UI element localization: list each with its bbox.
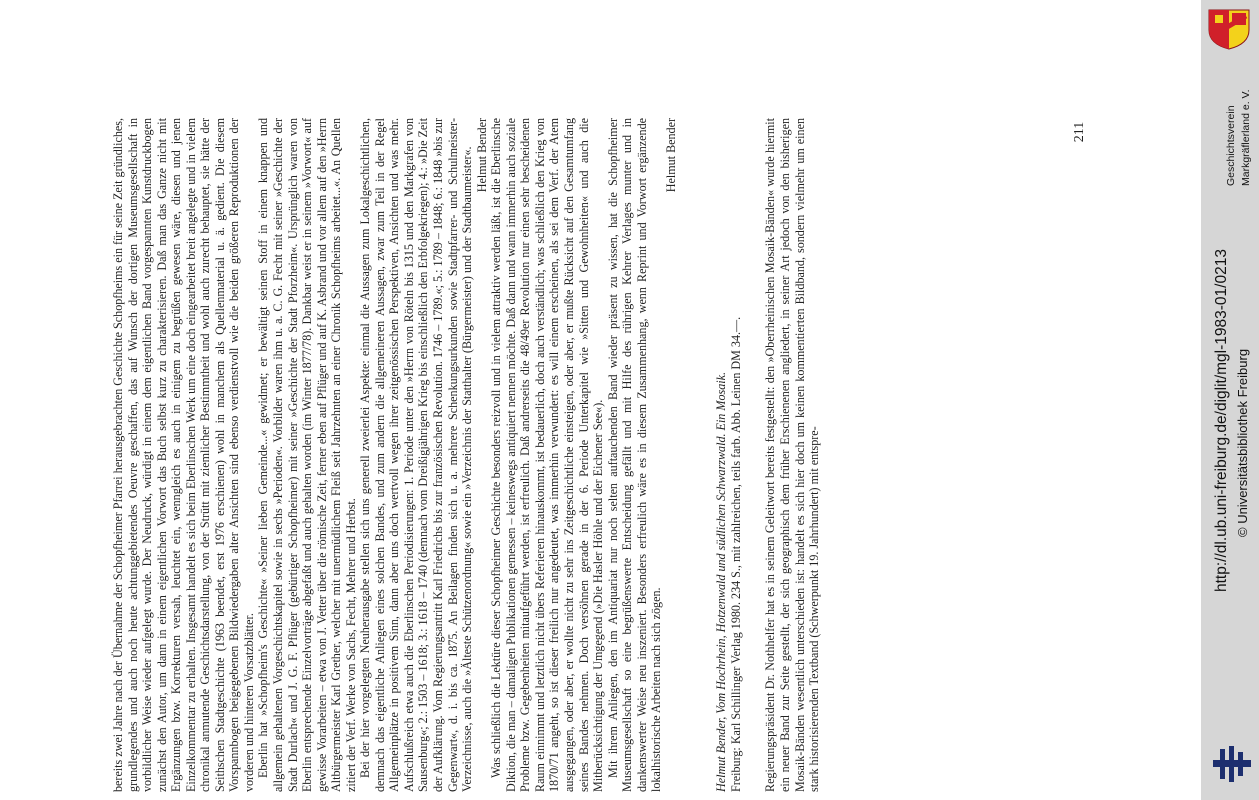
book-title: Helmut Bender, Vom Hochrhein, Hotzenwald und südlichen Schwarzwald. Ein Mosaik. xyxy=(714,372,729,792)
page-text-block xyxy=(105,110,865,800)
signature: Helmut Bender xyxy=(474,118,489,193)
paragraph: Eberlin hat »Schopfheim's Geschichte« »Seiner lieben Gemeinde...« gewidmet; er bewältigt seinen Stoff in einem knappen und allgemein gehaltenen Vorgeschichtskapitel sowie in sechs »Perioden«. Vorbilder waren ihm u. a. C. G. Fecht mit seiner »Geschichte der Stadt Durlach« und J. G. F. Pflüger (gebürtiger Schopfheimer) mit seiner »Geschichte der Stadt Pforzheim«. Ursprünglich waren von Eberlin entsprechende Einzelvorträge abgefaßt und auch gehalten worden (im Winter 1877/78). Dankbar weist er in seinem »Vorwort« auf gewisse Vorarbeiten – etwa von J. Vetter über die römische Zeit, ferner eben auf Pflüger und auf K. Asbrand und vor allem auf den »Herrn Altbürgermeister Karl Grether, welcher mit unermüdlichem Fleiß seit Jahrzehnten an einer Chronik Schopfheims arbeitet...«. An Quellen zitiert der Verf. Werke von Sachs, Fecht, Mehrer und Herbst. xyxy=(256,118,358,792)
society-name-line-2: Markgräflerland e. V. xyxy=(1240,89,1252,186)
document-page xyxy=(105,0,1195,800)
spacer xyxy=(743,118,763,792)
review-text: Regierungspräsident Dr. Nothhelfer hat es in seinem Geleitwort bereits festgestellt: den »Oberrheinischen Mosaik-Bänden« wurde hiermit ein neuer Band zur Seite gestellt, der sich geographisch dem früher Erschienenen angliedert, in seiner Art jedoch von den bisherigen Mosaik-Bänden wesentlich unterschieden ist: handelt es sich hier doch um keinen kommentierten Bildband, sondern vielmehr um einen stark historisierenden Textband (Schwerpunkt 19. Jahrhundert) mit entspre- xyxy=(763,118,822,792)
copyright-notice: © Universitätsbibliothek Freiburg xyxy=(1235,348,1250,537)
book-imprint: Freiburg: Karl Schillinger Verlag 1980. 234 S., mit zahlreichen, teils farb. Abb. Leinen DM 34.—. xyxy=(728,316,743,792)
document-url[interactable]: http://dl.ub.uni-freiburg.de/diglit/mgl-1983-01/0213 xyxy=(1213,249,1230,592)
spacer xyxy=(678,118,714,792)
signature: Helmut Bender xyxy=(663,118,678,193)
society-name-line-1: Geschichtsverein xyxy=(1225,105,1237,186)
paragraph: Mit ihrem Anliegen, den im Antiquariat nur noch selten auftauchenden Band wieder präsent zu wissen, hat die Schopfheimer Museumsgesellschaft so eine begrüßenswerte Entscheidung gefällt und mit Hilfe des rührigen Kehrer Verlages munter und in dankenswerter Weise neu inszeniert. Besonders erfreulich wäre es in diesem Zusammenhang, wenn Reprint und Vorwort ergänzende lokalhistorische Arbeiten nach sich zögen. xyxy=(605,118,664,792)
page-number: 211 xyxy=(1072,121,1087,143)
paragraph: bereits zwei Jahre nach der Übernahme der Schopfheimer Pfarrei herausgebrachten Geschichte Schopfheims ein für seine Zeit gründliches, grundlegendes und auch noch heute achtunggebietendes Oeuvre geschaffen, das auf Wunsch der dortigen Museumsgesellschaft in vorbildlicher Weise wieder aufgelegt wurde. Der Neudruck, würdigt in einem dem eigentlichen Band vorgespannten Kunstdruckbogen zunächst den Autor, um dann in einem eigentlichen Vorwort das Buch selbst kurz zu charakterisieren. Daß man das Ganze nicht mit Ergänzungen bzw. Korrekturen versah, leuchtet ein, wenngleich es auch in einigem zu begrüßen gewesen wäre, diesen und jenen Einzelkommentar zu erhalten. Insgesamt handelt es sich beim Eberlinschen Werk um eine doch eingearbeitet breit angelegte und in vielem chronikal anmutende Geschichtsdarstellung, von der Strütt mit ziemlicher Bestimmtheit und wohl auch zurecht behauptet, sie hätte der Seithschen Stadtgeschichte (1963 beendet, erst 1976 erschienen) wohl in manchem als Quellenmaterial u. ä. gedient. Die diesem Vorspannbogen beigegebenen Bildwiedergaben alter Ansichten sind ebenso verdienstvoll wie die beiden größeren Reproduktionen der vorderen und hinteren Vorsatzblätter. xyxy=(111,118,256,792)
paragraph: Bei der hier vorgelegten Neuherausgabe stellen sich uns generell zweierlei Aspekte: einmal die Aussagen zum Lokalgeschichtlichen, demnach das eigentliche Anliegen eines solchen Bandes, und zum andern die allgemeineren Aussagen, zwar zum Teil in der Regel Allgemeinplätze in positivem Sinn, dann aber uns doch wertvoll wegen ihrer zeitgenössischen Perspektiven, Ansichten und was mehr. Aufschlußreich etwa auch die Eberlinschen Periodisierungen: 1. Periode unter den »Herrn von Röteln bis 1315 und den Markgrafen von Sausenburg«; 2.: 1503 – 1618; 3.: 1618 – 1740 (demnach vom Dreißigjährigen Krieg bis einschließlich den Erbfolgekriegen); 4.: »Die Zeit der Aufklärung. Vom Regierungsantritt Karl Friedrichs bis zur französischen Revolution. 1746 – 1789.«; 5.: 1789 – 1848; 6.: 1848 »bis zur Gegenwart«, d. i. bis ca. 1875. An Beilagen finden sich u. a. mehrere Schenkungsurkunden sowie Stadtpfarrer- und Schulmeister-Verzeichnisse, auch die »Älteste Schützenordnung« sowie ein »Verzeichnis der Statthalter (Bürgermeister) und der Stadtbaumeister«. xyxy=(358,118,475,792)
paragraph: Was schließlich die Lektüre dieser Schopfheimer Geschichte besonders reizvoll und in vielem attraktiv werden läßt, ist die Eberlinsche Diktion, die man – damaligen Publikationen gemessen – keineswegs antiquiert nennen möchte. Daß dann und wann immerhin auch soziale Probleme bzw. Gegebenheiten mitaufgeführt werden, ist erfreulich. Daß andrerseits die 48/49er Revolution nur einen sehr bescheidenen Raum einnimmt und letztlich nicht übers Referieren hinauskommt, ist bedauerlich, doch auch verständlich; was schließlich den Krieg von 1870/71 angeht, so ist dieser freilich nur angedeutet, was immerhin verwundert: es will einem erscheinen, als sei dem Verf. der Atem ausgegangen, oder aber, er wollte nicht zu sehr ins Zeitgeschichtliche einsteigen, oder aber, er mußte Rücksicht auf den Gesamtumfang seines Bandes nehmen. Doch versöhnen gerade in der 6. Periode Unterkapitel wie »Sitten und Gewohnheiten« und auch die Mitberücksichtigung der Umgegend (»Die Hasler Höhle und der Eichener See«). xyxy=(489,118,606,792)
coat-of-arms-icon xyxy=(1206,8,1252,50)
ub-freiburg-logo-icon xyxy=(1209,744,1255,784)
